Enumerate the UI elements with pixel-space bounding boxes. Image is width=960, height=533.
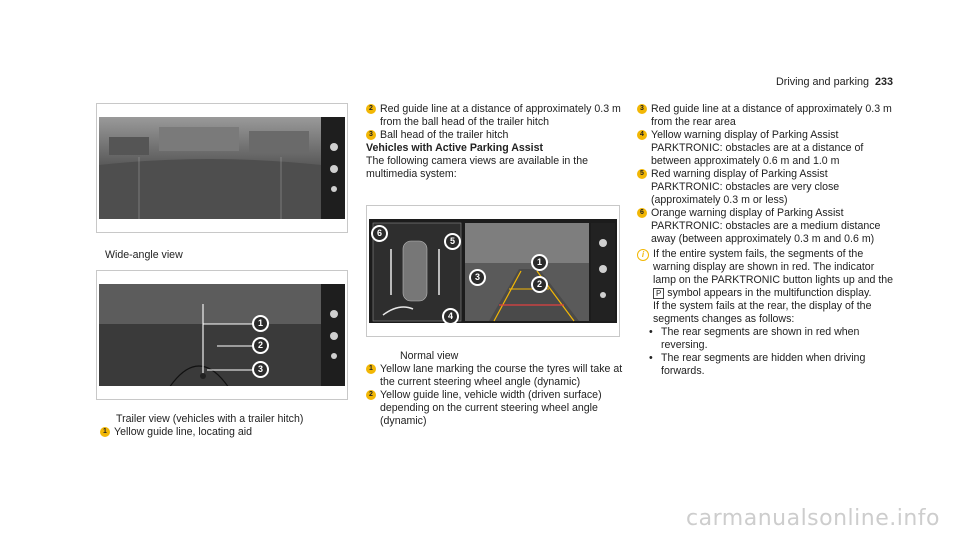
normal-callout-4: 4 (442, 308, 459, 323)
bullet-icon: • (649, 326, 653, 338)
note-block: i If the entire system fails, the segments of the warning display are shown in red. The indicator lamp on the PARKTRONIC button lights up and the P symbol appears in the multifunction display. (637, 248, 899, 300)
rear-fail-text: If the system fails at the rear, the display of the segments changes as follows: (653, 300, 872, 325)
intro-text: The following camera views are available in the multimedia system: (366, 155, 588, 180)
normal-callout-3: 3 (469, 269, 486, 286)
badge-4: 4 (637, 130, 647, 140)
parktronic-off-icon: P (653, 288, 664, 299)
badge-3: 3 (366, 130, 376, 140)
bullet-icon: • (649, 352, 653, 364)
badge-1: 1 (100, 427, 110, 437)
trailer-callout-2: 2 (252, 337, 269, 354)
wide-angle-camera-image (99, 117, 345, 219)
normal-callout-1: 1 (531, 254, 548, 271)
normal-callout-6: 6 (371, 225, 388, 242)
col2-list-item-2: 2 Red guide line at a distance of approximately 0.3 m from the ball head of the trailer hitch (366, 103, 624, 129)
col2-list-item-2b: 2 Yellow guide line, vehicle width (driven surface) depending on the current steering wheel angle (dynamic) (366, 389, 624, 428)
col2-list-item-1: 1 Yellow lane marking the course the tyres will take at the current steering wheel angle (dynamic) (366, 363, 624, 389)
badge-5: 5 (637, 169, 647, 179)
page-number: 233 (874, 76, 893, 88)
trailer-camera-image (99, 284, 345, 386)
trailer-callout-1: 1 (252, 315, 269, 332)
col2-text-top (366, 103, 624, 181)
col2-text-bottom (366, 350, 624, 428)
col3-text (637, 103, 899, 378)
normal-view-camera-image (369, 219, 617, 323)
bullet-item-1: • The rear segments are shown in red when reversing. (649, 326, 860, 351)
col3-list-item-6: 6 Orange warning display of Parking Assist PARKTRONIC: obstacles are a medium distance away (between approximately 0.3 m and 0.6 m) (637, 207, 899, 246)
normal-callout-5: 5 (444, 233, 461, 250)
normal-view-caption: Normal view (400, 350, 459, 362)
badge-1: 1 (366, 364, 376, 374)
normal-view-figure (366, 205, 620, 337)
info-icon: i (637, 249, 649, 261)
badge-2: 2 (366, 104, 376, 114)
normal-callout-2: 2 (531, 276, 548, 293)
col3-list-item-3: 3 Red guide line at a distance of approximately 0.3 m from the rear area (637, 103, 899, 129)
bullet-item-2: • The rear segments are hidden when driving forwards. (649, 352, 866, 377)
badge-6: 6 (637, 208, 647, 218)
col2-list-item-3: 3 Ball head of the trailer hitch (366, 129, 624, 142)
trailer-view-figure (96, 270, 348, 400)
badge-3: 3 (637, 104, 647, 114)
watermark: carmanualsonline.info (686, 506, 940, 531)
badge-2: 2 (366, 390, 376, 400)
wide-angle-caption: Wide-angle view (105, 249, 183, 261)
col3-list-item-5: 5 Red warning display of Parking Assist PARKTRONIC: obstacles are very close (approximately 0.3 m or less) (637, 168, 899, 207)
section-heading: Vehicles with Active Parking Assist (366, 142, 544, 154)
wide-angle-figure (96, 103, 348, 233)
trailer-view-caption: Trailer view (vehicles with a trailer hitch) (116, 413, 304, 425)
page-header (776, 76, 893, 89)
col3-list-item-4: 4 Yellow warning display of Parking Assist PARKTRONIC: obstacles are at a distance of between approximately 0.6 m and 1.0 m (637, 129, 899, 168)
section-title: Driving and parking (775, 76, 869, 88)
trailer-callout-3: 3 (252, 361, 269, 378)
col1-list-item-1: 1 Yellow guide line, locating aid (100, 426, 350, 439)
